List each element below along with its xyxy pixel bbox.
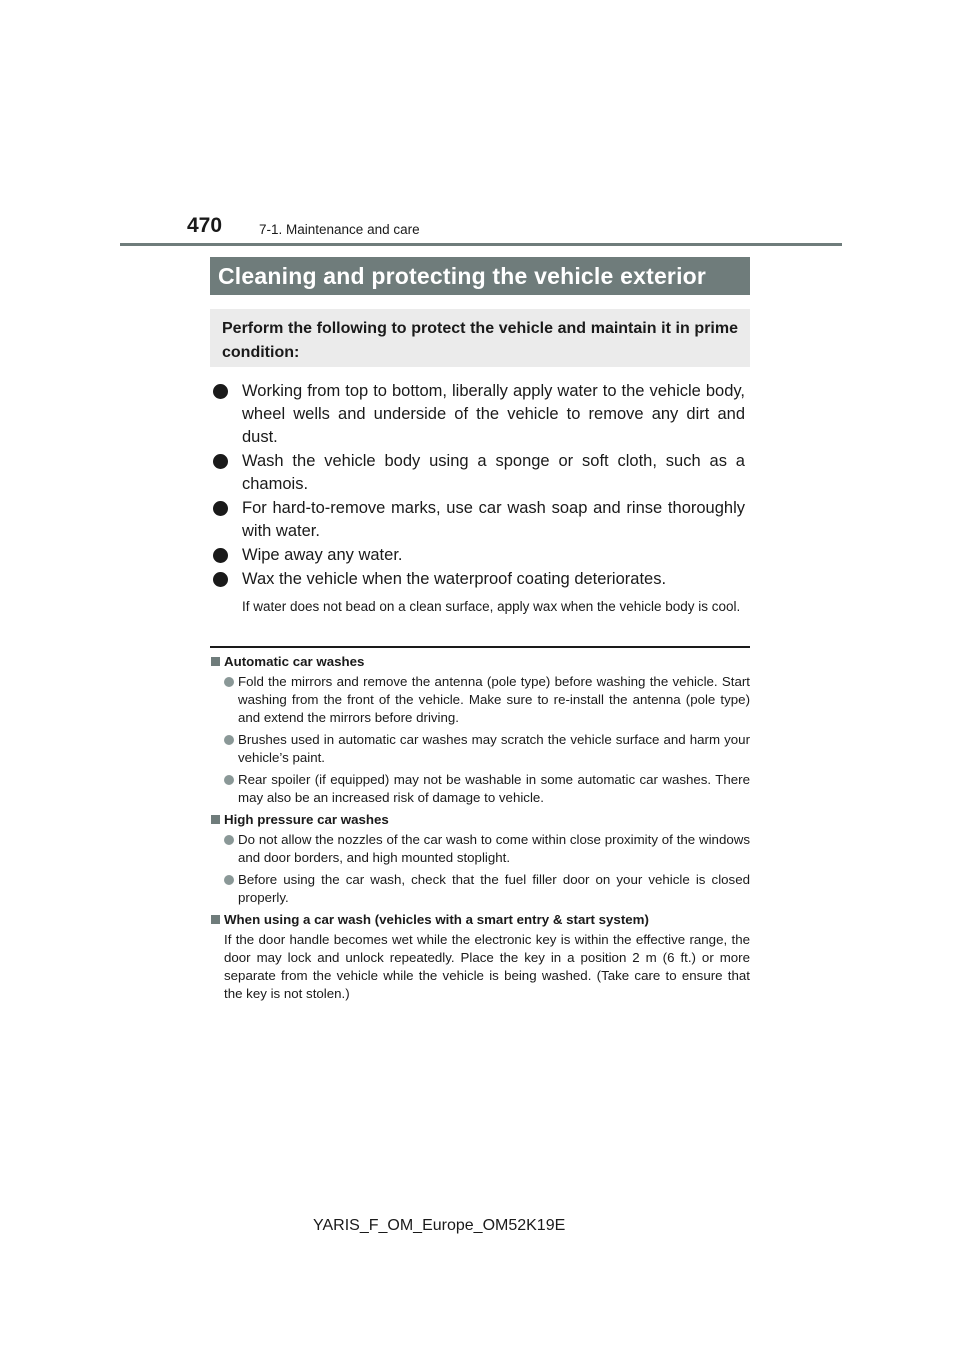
square-bullet-icon: [211, 915, 220, 924]
intro-box: Perform the following to protect the vehicle and maintain it in prime condition:: [210, 309, 750, 367]
note-paragraph: If the door handle becomes wet while the electronic key is within the effective range, the door may lock and unlock repeatedly. Place the key in a position 2 m (6 ft.) or more separate from the vehicle while the vehicle is being washed. (Take care to ensure that the key is not stolen.): [224, 932, 750, 1001]
note-item-text: Before using the car wash, check that the fuel filler door on your vehicle is closed properly.: [238, 872, 750, 905]
cleaning-step: [213, 568, 745, 591]
note-heading: [211, 653, 750, 671]
note-item: [211, 731, 750, 767]
bullet-icon: [213, 572, 228, 587]
cleaning-step-text: Wax the vehicle when the waterproof coating deteriorates.: [242, 570, 667, 588]
square-bullet-icon: [211, 657, 220, 666]
notes-divider: [210, 646, 750, 648]
wax-note: If water does not bead on a clean surface, apply wax when the vehicle body is cool.: [242, 599, 741, 614]
bullet-icon: [224, 835, 234, 845]
note-heading: [211, 911, 750, 929]
square-bullet-icon: [211, 815, 220, 824]
section-reference: 7-1. Maintenance and care: [259, 222, 420, 237]
note-item-text: Do not allow the nozzles of the car wash to come within close proximity of the windows and door borders, and high mounted stoplight.: [238, 832, 750, 865]
header-divider: [120, 243, 842, 246]
cleaning-step-text: Wipe away any water.: [242, 546, 403, 564]
note-heading-text: High pressure car washes: [224, 812, 389, 827]
notes-section: [211, 653, 750, 1003]
note-item: [211, 871, 750, 907]
cleaning-step: [213, 544, 745, 567]
note-item: [211, 771, 750, 807]
bullet-icon: [213, 501, 228, 516]
note-item: [211, 673, 750, 727]
bullet-icon: [224, 735, 234, 745]
note-item-text: Brushes used in automatic car washes may scratch the vehicle surface and harm your vehicle’s paint.: [238, 732, 750, 765]
bullet-icon: [224, 775, 234, 785]
bullet-icon: [213, 548, 228, 563]
note-heading: [211, 811, 750, 829]
note-item-text: Fold the mirrors and remove the antenna (pole type) before washing the vehicle. Start washing from the front of the vehicle. Make sure to re-install the antenna (pole type) and extend the mirrors before driving.: [238, 674, 750, 725]
bullet-icon: [224, 677, 234, 687]
bullet-icon: [213, 454, 228, 469]
section-title: Cleaning and protecting the vehicle exterior: [210, 257, 750, 295]
note-heading-text: Automatic car washes: [224, 654, 365, 669]
page-number: 470: [187, 214, 223, 237]
cleaning-steps-list: [213, 380, 745, 615]
note-item-text: Rear spoiler (if equipped) may not be washable in some automatic car washes. There may also be an increased risk of damage to vehicle.: [238, 772, 750, 805]
cleaning-step: [213, 380, 745, 449]
cleaning-step-text: Wash the vehicle body using a sponge or soft cloth, such as a chamois.: [242, 452, 745, 493]
cleaning-step-text: Working from top to bottom, liberally apply water to the vehicle body, wheel wells and underside of the vehicle to remove any dirt and dust.: [242, 382, 745, 446]
cleaning-step-text: For hard-to-remove marks, use car wash soap and rinse thoroughly with water.: [242, 499, 745, 540]
document-code: YARIS_F_OM_Europe_OM52K19E: [313, 1217, 566, 1234]
bullet-icon: [224, 875, 234, 885]
note-item: [211, 831, 750, 867]
bullet-icon: [213, 384, 228, 399]
cleaning-step: [213, 497, 745, 543]
cleaning-step: [213, 450, 745, 496]
note-heading-text: When using a car wash (vehicles with a smart entry & start system): [224, 912, 649, 927]
